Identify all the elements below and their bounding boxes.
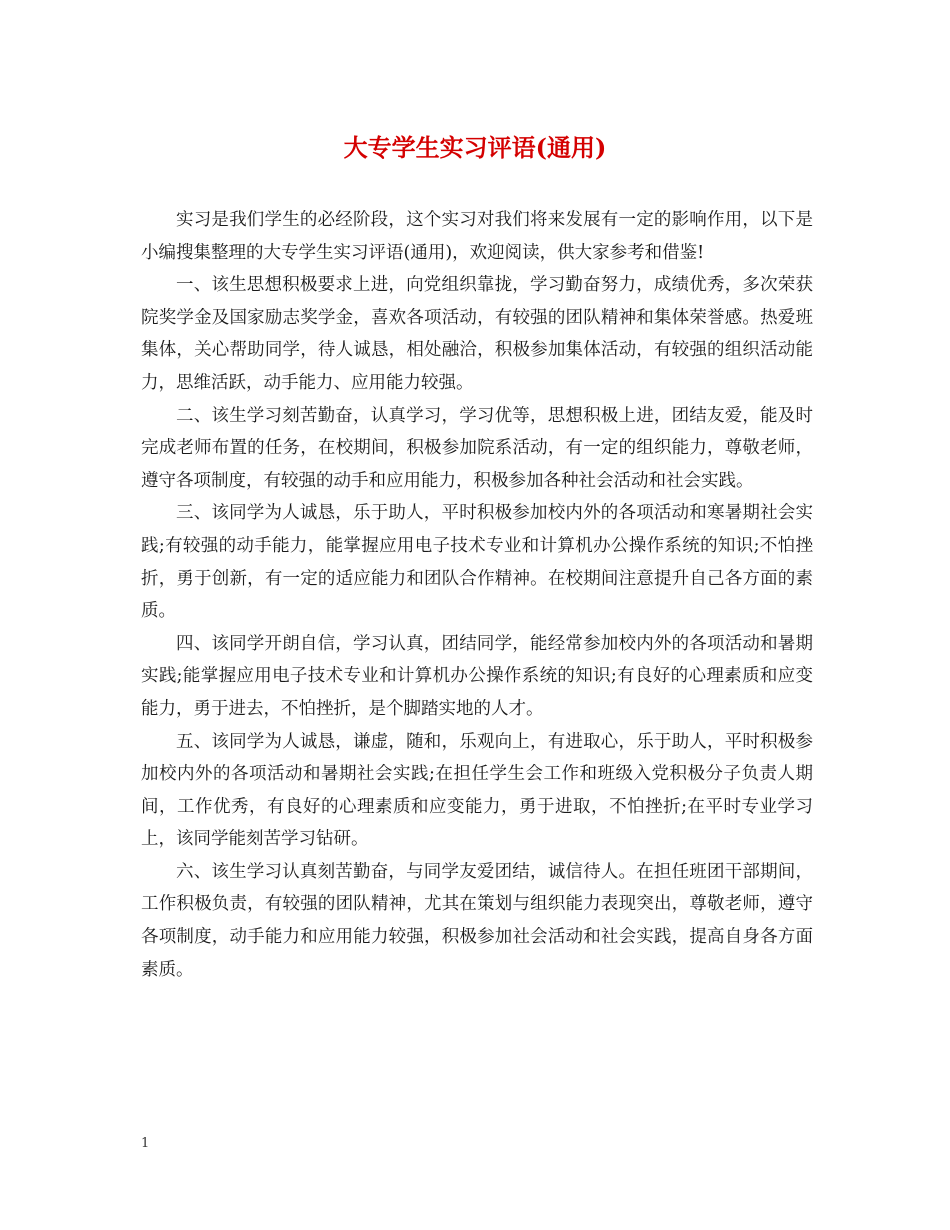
paragraph-2: 二、该生学习刻苦勤奋，认真学习，学习优等，思想积极上进，团结友爱，能及时完成老师布置的任务，在校期间，积极参加院系活动，有一定的组织能力，尊敬老师，遵守各项制度，有较强的动手和应用能力，积极参加各种社会活动和社会实践。 (141, 405, 813, 491)
paragraph-6: 六、该生学习认真刻苦勤奋，与同学友爱团结，诚信待人。在担任班团干部期间，工作积极负责，有较强的团队精神，尤其在策划与组织能力表现突出，尊敬老师，遵守各项制度，动手能力和应用能力较强，积极参加社会活动和社会实践，提高自身各方面素质。 (141, 861, 813, 980)
paragraph-3: 三、该同学为人诚恳，乐于助人，平时积极参加校内外的各项活动和寒暑期社会实践;有较强的动手能力，能掌握应用电子技术专业和计算机办公操作系统的知识;不怕挫折，勇于创新，有一定的适应能力和团队合作精神。在校期间注意提升自己各方面的素质。 (141, 503, 813, 622)
paragraph-4: 四、该同学开朗自信，学习认真，团结同学，能经常参加校内外的各项活动和暑期实践;能掌握应用电子技术专业和计算机办公操作系统的知识;有良好的心理素质和应变能力，勇于进去，不怕挫折，是个脚踏实地的人才。 (141, 633, 813, 719)
document-title: 大专学生实习评语(通用) (343, 133, 607, 162)
paragraph-5: 五、该同学为人诚恳，谦虚，随和，乐观向上，有进取心，乐于助人，平时积极参加校内外的各项活动和暑期社会实践;在担任学生会工作和班级入党积极分子负责人期间，工作优秀，有良好的心理素质和应变能力，勇于进取，不怕挫折;在平时专业学习上，该同学能刻苦学习钻研。 (141, 731, 813, 850)
page-number: 1 (141, 1136, 150, 1151)
document-body (141, 204, 813, 986)
paragraph-1: 一、该生思想积极要求上进，向党组织靠拢，学习勤奋努力，成绩优秀，多次荣获院奖学金及国家励志奖学金，喜欢各项活动，有较强的团队精神和集体荣誉感。热爱班集体，关心帮助同学，待人诚恳，相处融洽，积极参加集体活动，有较强的组织活动能力，思维活跃，动手能力、应用能力较强。 (141, 275, 813, 393)
paragraph-intro: 实习是我们学生的必经阶段，这个实习对我们将来发展有一定的影响作用，以下是小编搜集整理的大专学生实习评语(通用)，欢迎阅读，供大家参考和借鉴! (141, 210, 813, 263)
